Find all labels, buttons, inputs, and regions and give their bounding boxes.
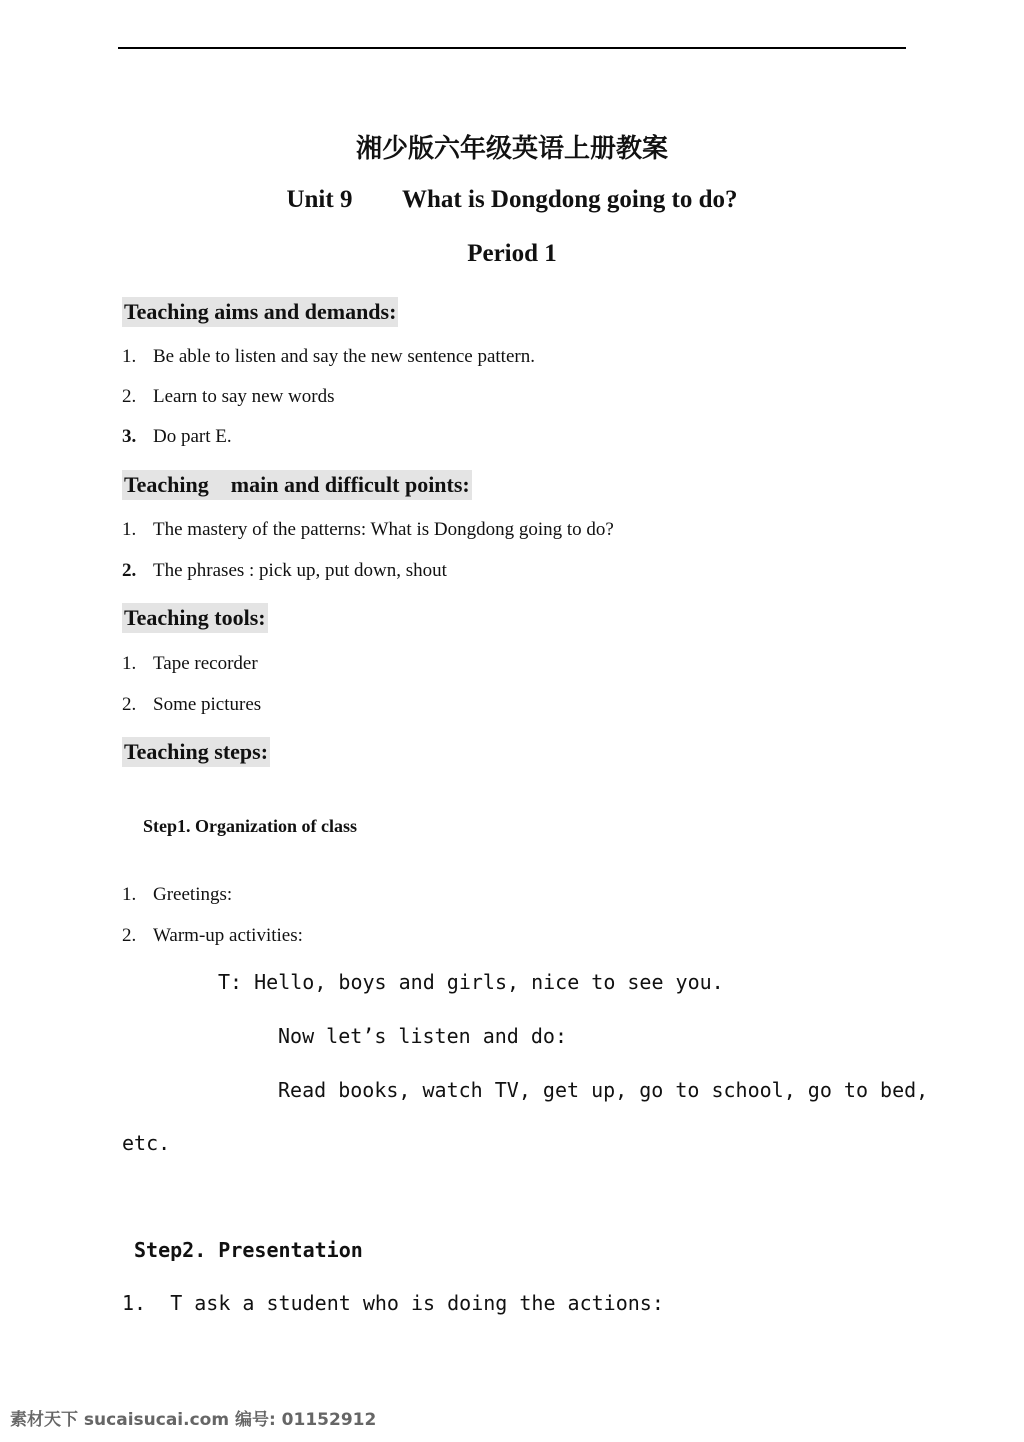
step2-item-1-text: T ask a student who is doing the actions: — [170, 1291, 664, 1315]
step2-item-1 — [122, 1291, 664, 1315]
tools-item-2-num: 2. — [122, 694, 137, 715]
points-heading: Teaching main and difficult points: — [122, 470, 472, 500]
step1-title: Step1. Organization of class — [143, 816, 357, 836]
tools-item-2 — [122, 693, 261, 717]
period-heading: Period 1 — [467, 240, 557, 267]
aims-item-1 — [122, 345, 535, 369]
step1-item-2-num: 2. — [122, 925, 137, 946]
aims-item-1-text: Be able to listen and say the new sentence pattern. — [153, 346, 535, 367]
dialogue-line-4: etc. — [122, 1131, 171, 1155]
tools-heading: Teaching tools: — [122, 603, 268, 633]
tools-item-1 — [122, 652, 258, 676]
points-item-1-text: The mastery of the patterns: What is Dongdong going to do? — [153, 519, 614, 540]
aims-item-3-num: 3. — [122, 426, 137, 447]
points-item-2 — [122, 559, 447, 583]
steps-heading: Teaching steps: — [122, 737, 270, 767]
header-rule — [118, 47, 906, 49]
aims-item-2 — [122, 385, 335, 409]
points-item-2-num: 2. — [122, 560, 137, 581]
dialogue-line-1: T: Hello, boys and girls, nice to see you. — [218, 970, 724, 994]
step2-item-1-num: 1. — [122, 1291, 147, 1315]
step1-item-1 — [122, 883, 232, 907]
points-item-2-text: The phrases : pick up, put down, shout — [153, 560, 447, 581]
aims-item-2-text: Learn to say new words — [153, 386, 335, 407]
document-title: 湘少版六年级英语上册教案 — [355, 134, 668, 164]
points-item-1-num: 1. — [122, 519, 137, 540]
unit-heading — [0, 186, 1024, 214]
tools-item-2-text: Some pictures — [153, 694, 262, 715]
aims-item-3-text: Do part E. — [153, 426, 232, 447]
aims-heading: Teaching aims and demands: — [122, 297, 398, 327]
aims-item-1-num: 1. — [122, 346, 137, 367]
tools-item-1-text: Tape recorder — [153, 653, 258, 674]
points-item-1 — [122, 518, 614, 542]
step2-title: Step2. Presentation — [134, 1238, 363, 1262]
dialogue-line-2: Now let’s listen and do: — [278, 1024, 567, 1048]
step1-item-1-text: Greetings: — [153, 884, 233, 905]
watermark-text: 素材天下 sucaisucai.com 编号: 01152912 — [10, 1410, 377, 1430]
dialogue-line-3: Read books, watch TV, get up, go to school, go to bed, — [278, 1078, 929, 1102]
step1-item-2 — [122, 924, 303, 948]
unit-title: What is Dongdong going to do? — [402, 186, 738, 213]
unit-label: Unit 9 — [286, 186, 353, 213]
step1-item-2-text: Warm-up activities: — [153, 925, 303, 946]
step1-item-1-num: 1. — [122, 884, 137, 905]
aims-item-2-num: 2. — [122, 386, 137, 407]
tools-item-1-num: 1. — [122, 653, 137, 674]
aims-item-3 — [122, 425, 232, 449]
